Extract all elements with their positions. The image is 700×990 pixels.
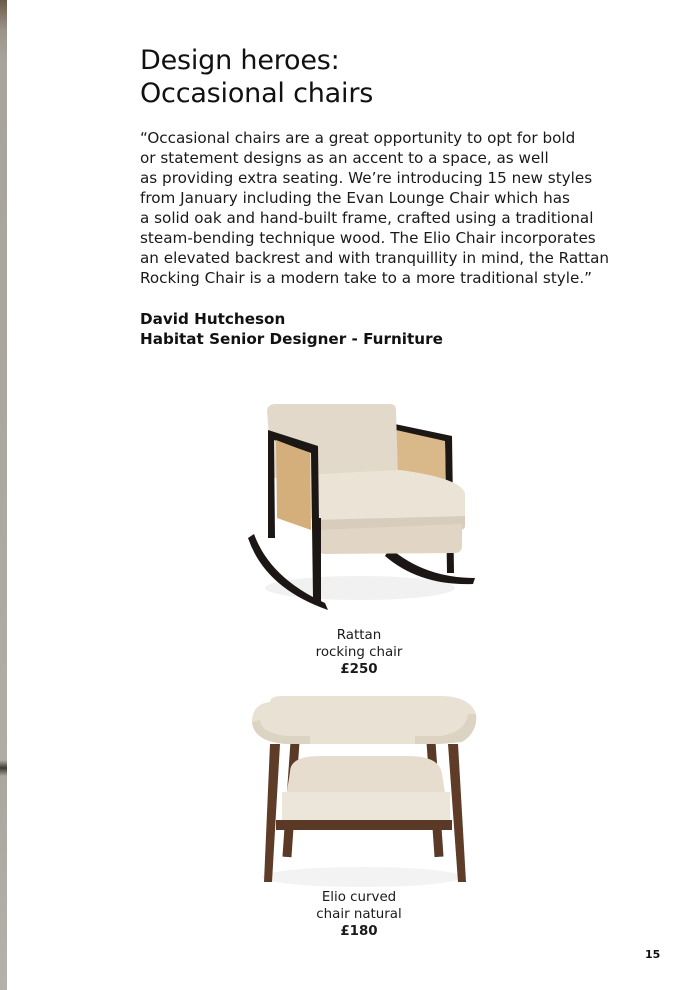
quote-attribution: [140, 309, 443, 349]
designer-role: Habitat Senior Designer - Furniture: [140, 330, 443, 348]
product-name: Rattan: [336, 628, 382, 643]
quote-line: from January including the Evan Lounge Chair which has: [140, 189, 570, 207]
elio-curved-chair-image[interactable]: [240, 692, 485, 892]
title-line-2: Occasional chairs: [140, 78, 374, 109]
quote-line: a solid oak and hand-built frame, crafted using a traditional: [140, 209, 594, 227]
product-caption-rattan: [279, 627, 439, 678]
product-caption-elio: [279, 889, 439, 940]
quote-line: “Occasional chairs are a great opportunity to opt for bold: [140, 129, 576, 147]
product-price: £250: [340, 662, 378, 677]
designer-name: David Hutcheson: [140, 310, 286, 328]
quote-line: as providing extra seating. We’re introducing 15 new styles: [140, 169, 593, 187]
catalog-page: [7, 0, 700, 990]
adjacent-page-edge: [0, 0, 7, 990]
product-name: Elio curved: [321, 890, 397, 905]
product-name: rocking chair: [315, 645, 403, 660]
page-number: 15: [645, 948, 661, 961]
page-title: [140, 44, 373, 110]
curved-chair-illustration: [240, 692, 485, 892]
quote-line: Rocking Chair is a modern take to a more traditional style.”: [140, 269, 593, 287]
quote-line: or statement designs as an accent to a space, as well: [140, 149, 549, 167]
product-price: £180: [340, 924, 378, 939]
quote-line: steam-bending technique wood. The Elio Chair incorporates: [140, 229, 596, 247]
quote-line: an elevated backrest and with tranquillity in mind, the Rattan: [140, 249, 609, 267]
rattan-rocking-chair-image[interactable]: [240, 398, 480, 613]
product-name: chair natural: [316, 907, 402, 922]
rocking-chair-illustration: [240, 398, 480, 613]
designer-quote: [140, 128, 609, 288]
title-line-1: Design heroes:: [140, 45, 340, 76]
